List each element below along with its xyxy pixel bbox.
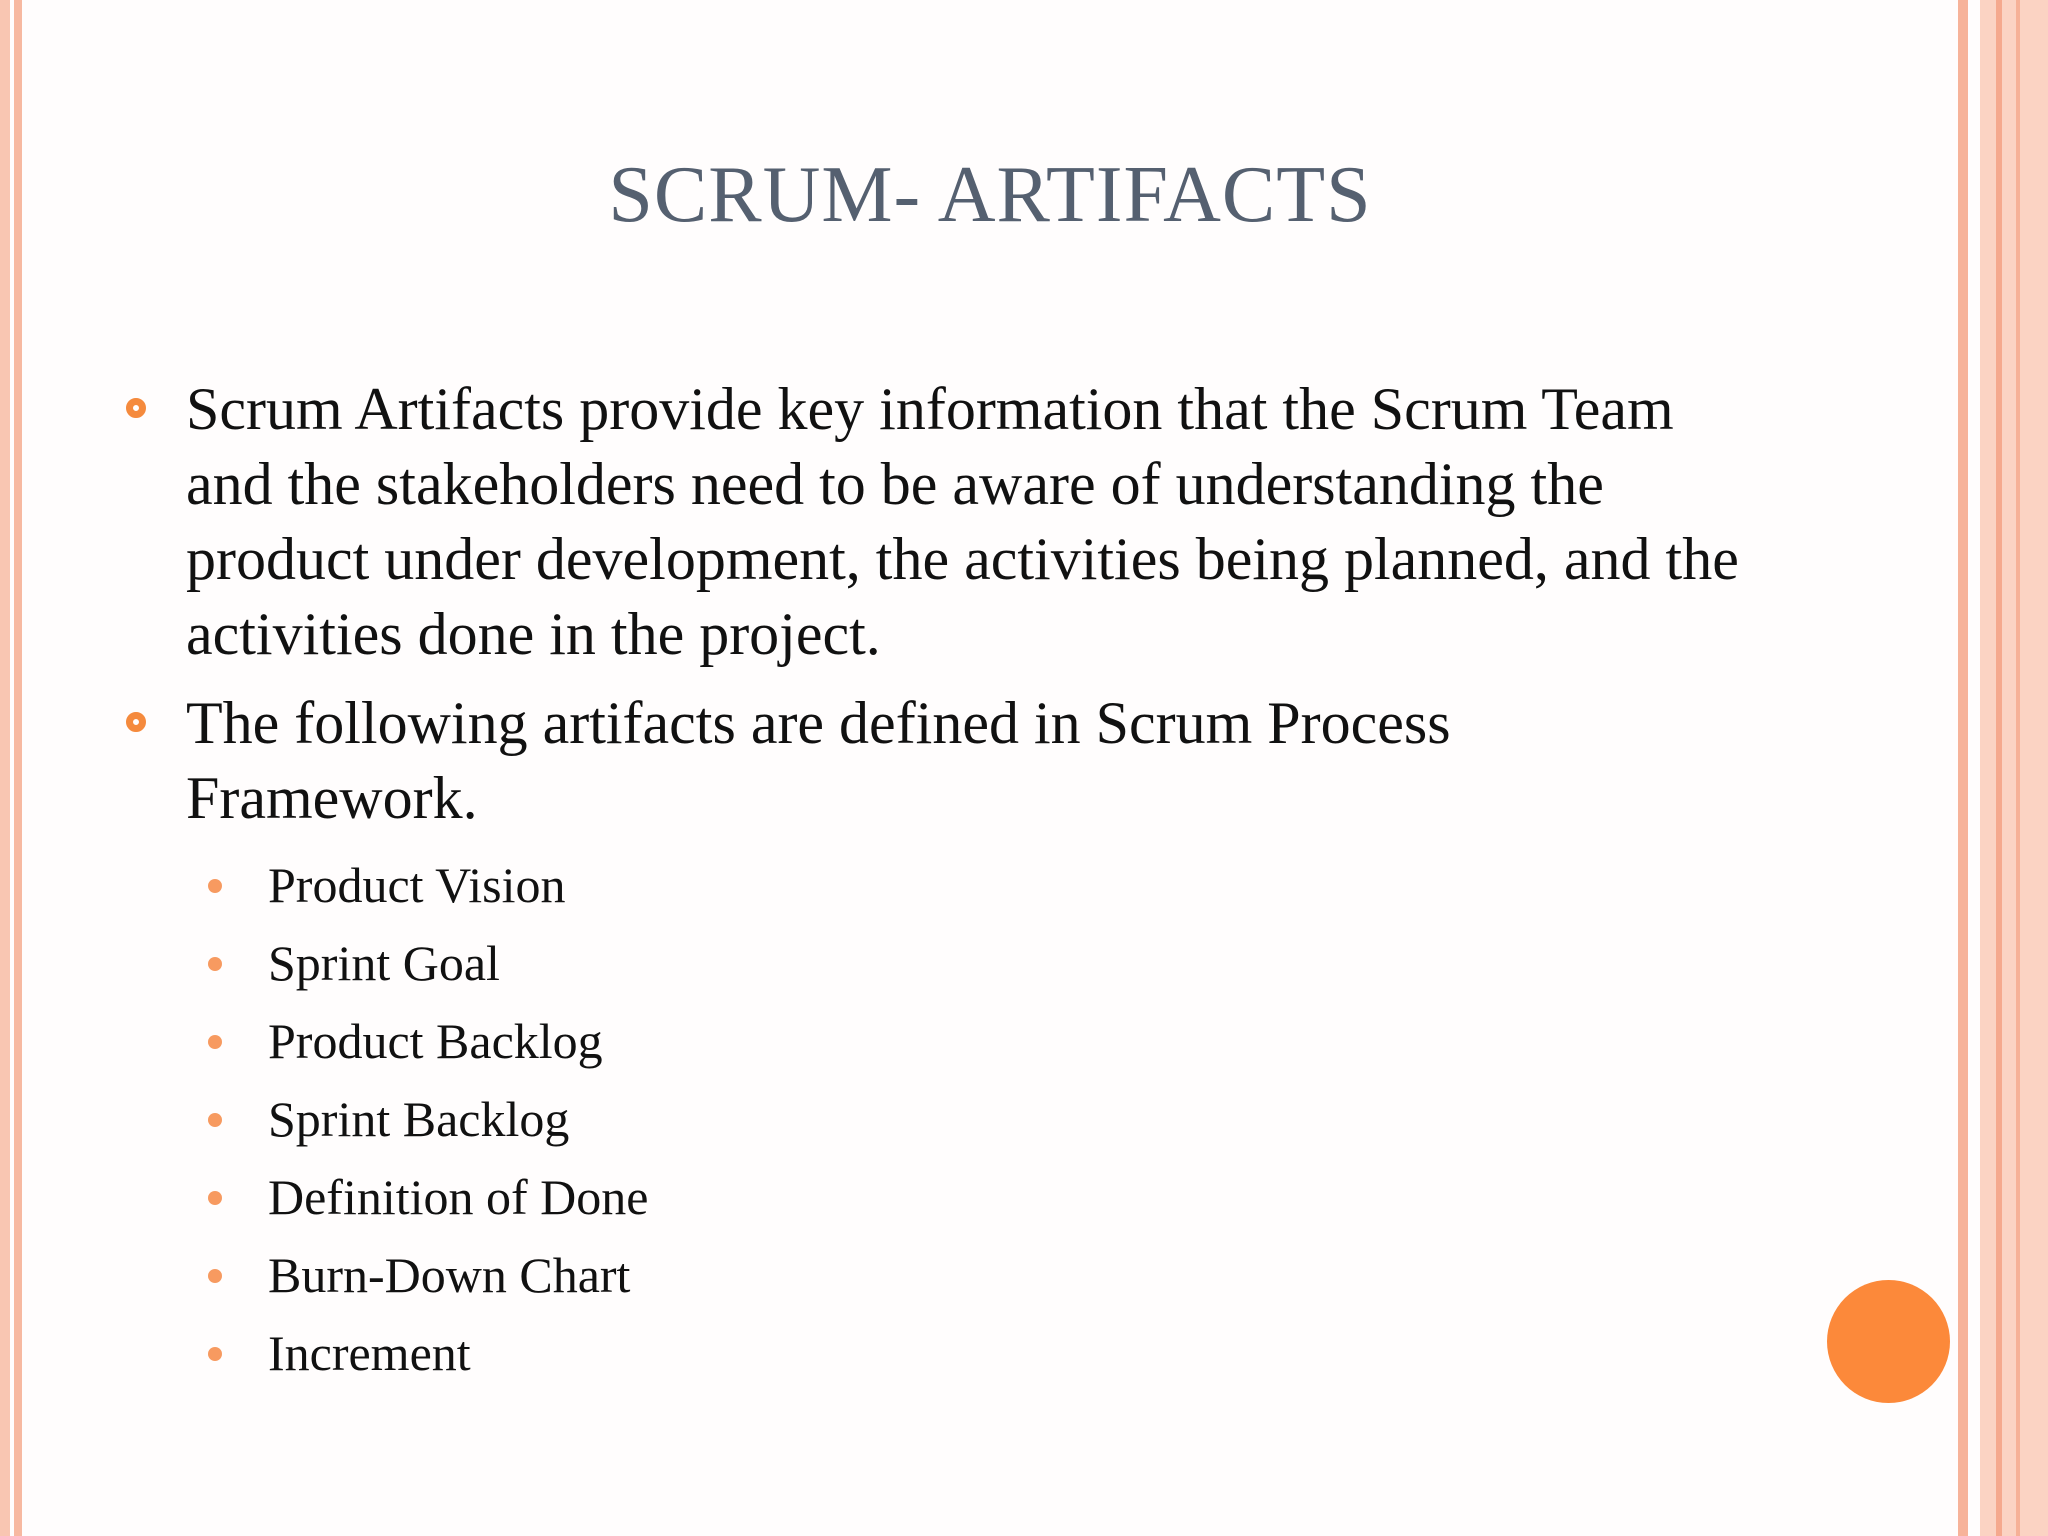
- dot-bullet-icon: [208, 1113, 222, 1127]
- dot-bullet-icon: [208, 1269, 222, 1283]
- dot-bullet-icon: [208, 1347, 222, 1361]
- sub-bullet-item: [206, 1236, 1406, 1314]
- right-border-line: [1996, 0, 2002, 1536]
- sub-bullet-item: [206, 924, 1406, 1002]
- bullet-text: Scrum Artifacts provide key information that the Scrum Team and the stakeholders need to be aware of understanding the product under development, the activities being planned, and the activities done in the project.: [186, 376, 1739, 667]
- bullet-text: The following artifacts are defined in Scrum Process Framework.: [186, 690, 1451, 831]
- ring-bullet-icon: [126, 398, 146, 418]
- dot-bullet-icon: [208, 1191, 222, 1205]
- sub-bullet-item: [206, 1080, 1406, 1158]
- ring-bullet-icon: [126, 712, 146, 732]
- right-border-band: [1980, 0, 2048, 1536]
- orange-circle-decoration: [1827, 1280, 1950, 1403]
- sub-bullet-item: [206, 1158, 1406, 1236]
- dot-bullet-icon: [208, 1035, 222, 1049]
- bullet-item: [124, 686, 1744, 836]
- right-border-line-outer: [2016, 0, 2020, 1536]
- sub-bullet-text: Increment: [268, 1325, 471, 1381]
- sub-bullet-text: Definition of Done: [268, 1169, 649, 1225]
- sub-bullet-text: Burn-Down Chart: [268, 1247, 631, 1303]
- sub-bullet-text: Product Vision: [268, 857, 566, 913]
- sub-bullet-text: Sprint Backlog: [268, 1091, 570, 1147]
- bullet-item: [124, 372, 1744, 672]
- sub-bullet-text: Product Backlog: [268, 1013, 603, 1069]
- sub-bullet-text: Sprint Goal: [268, 935, 500, 991]
- sub-bullet-item: [206, 1314, 1406, 1392]
- bullet-list: [124, 372, 1744, 850]
- dot-bullet-icon: [208, 879, 222, 893]
- sub-bullet-item: [206, 846, 1406, 924]
- slide-title: SCRUM- ARTIFACTS: [608, 151, 1372, 239]
- sub-bullet-list: [206, 846, 1406, 1392]
- sub-bullet-item: [206, 1002, 1406, 1080]
- dot-bullet-icon: [208, 957, 222, 971]
